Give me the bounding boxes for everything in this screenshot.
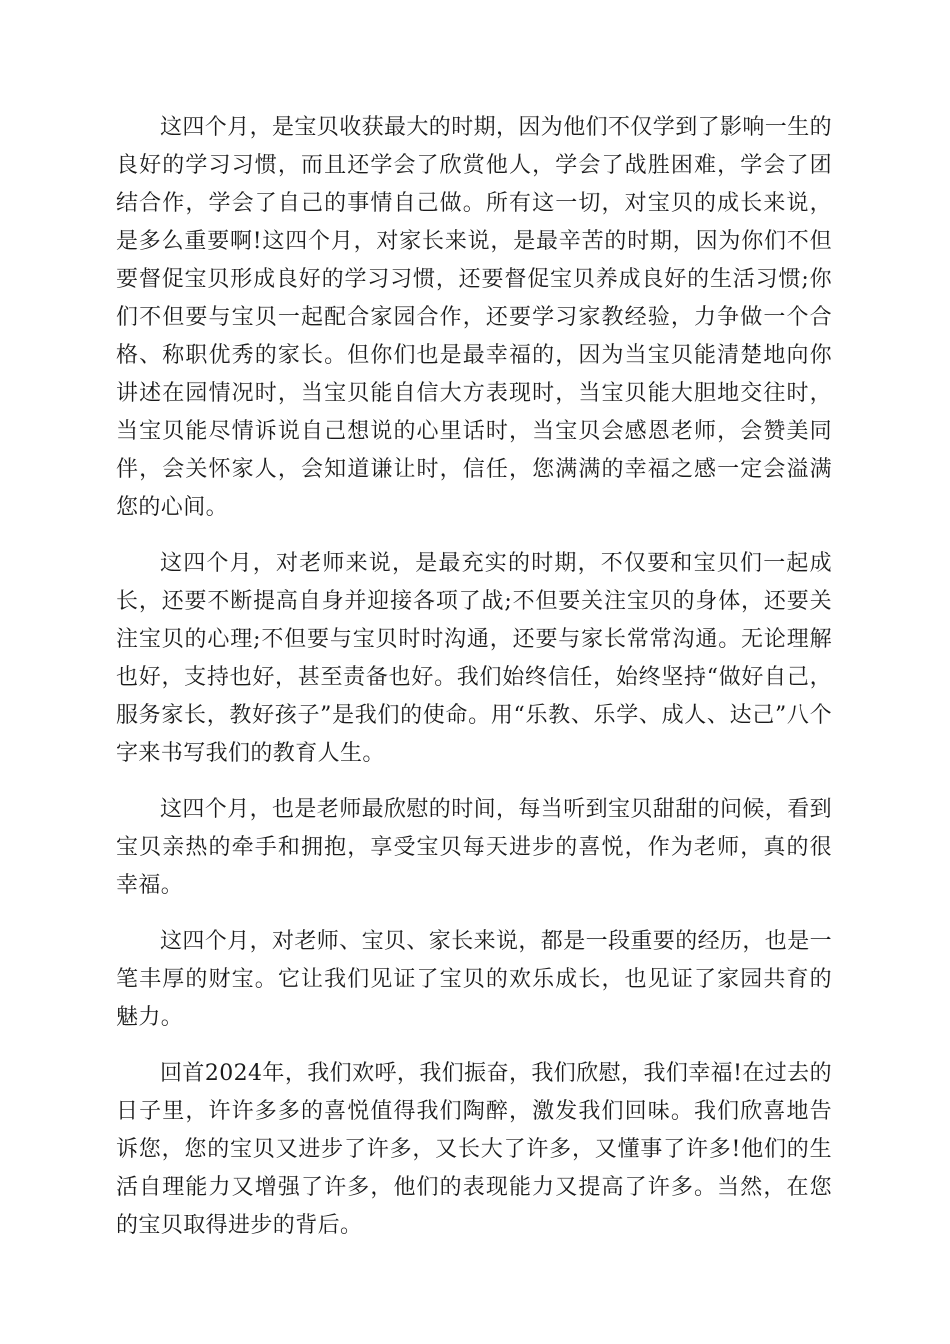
paragraph-2: 这四个月，对老师来说，是最充实的时期，不仅要和宝贝们一起成长，还要不断提高自身并迎接各项了战;不但要关注宝贝的身体，还要关注宝贝的心理;不但要与宝贝时时沟通，还要与家长常常沟通。无论理解也好，支持也好，甚至责备也好。我们始终信任，始终坚持“做好自己，服务家长，教好孩子”是我们的使命。用“乐教、乐学、成人、达己”八个字来书写我们的教育人生。 bbox=[116, 551, 832, 766]
paragraph-5: 回首2024年，我们欢呼，我们振奋，我们欣慰，我们幸福!在过去的日子里，许许多多的喜悦值得我们陶醉，激发我们回味。我们欣喜地告诉您，您的宝贝又进步了许多，又长大了许多，又懂事了许多!他们的生活自理能力又增强了许多，他们的表现能力又提高了许多。当然，在您的宝贝取得进步的背后。 bbox=[116, 1061, 832, 1238]
paragraph-1: 这四个月，是宝贝收获最大的时期，因为他们不仅学到了影响一生的良好的学习习惯，而且还学会了欣赏他人，学会了战胜困难，学会了团结合作，学会了自己的事情自己做。所有这一切，对宝贝的成长来说，是多么重要啊!这四个月，对家长来说，是最辛苦的时期，因为你们不但要督促宝贝形成良好的学习习惯，还要督促宝贝养成良好的生活习惯;你们不但要与宝贝一起配合家园合作，还要学习家教经验，力争做一个合格、称职优秀的家长。但你们也是最幸福的，因为当宝贝能清楚地向你讲述在园情况时，当宝贝能自信大方表现时，当宝贝能大胆地交往时，当宝贝能尽情诉说自己想说的心里话时，当宝贝会感恩老师，会赞美同伴，会关怀家人，会知道谦让时，信任，您满满的幸福之感一定会溢满您的心间。 bbox=[116, 115, 833, 520]
paragraph-4: 这四个月，对老师、宝贝、家长来说，都是一段重要的经历，也是一笔丰厚的财宝。它让我们见证了宝贝的欢乐成长，也见证了家园共育的魅力。 bbox=[116, 929, 833, 1030]
document-body bbox=[116, 109, 832, 1263]
paragraph-3: 这四个月，也是老师最欣慰的时间，每当听到宝贝甜甜的问候，看到宝贝亲热的牵手和拥抱，享受宝贝每天进步的喜悦，作为老师，真的很幸福。 bbox=[116, 797, 833, 898]
